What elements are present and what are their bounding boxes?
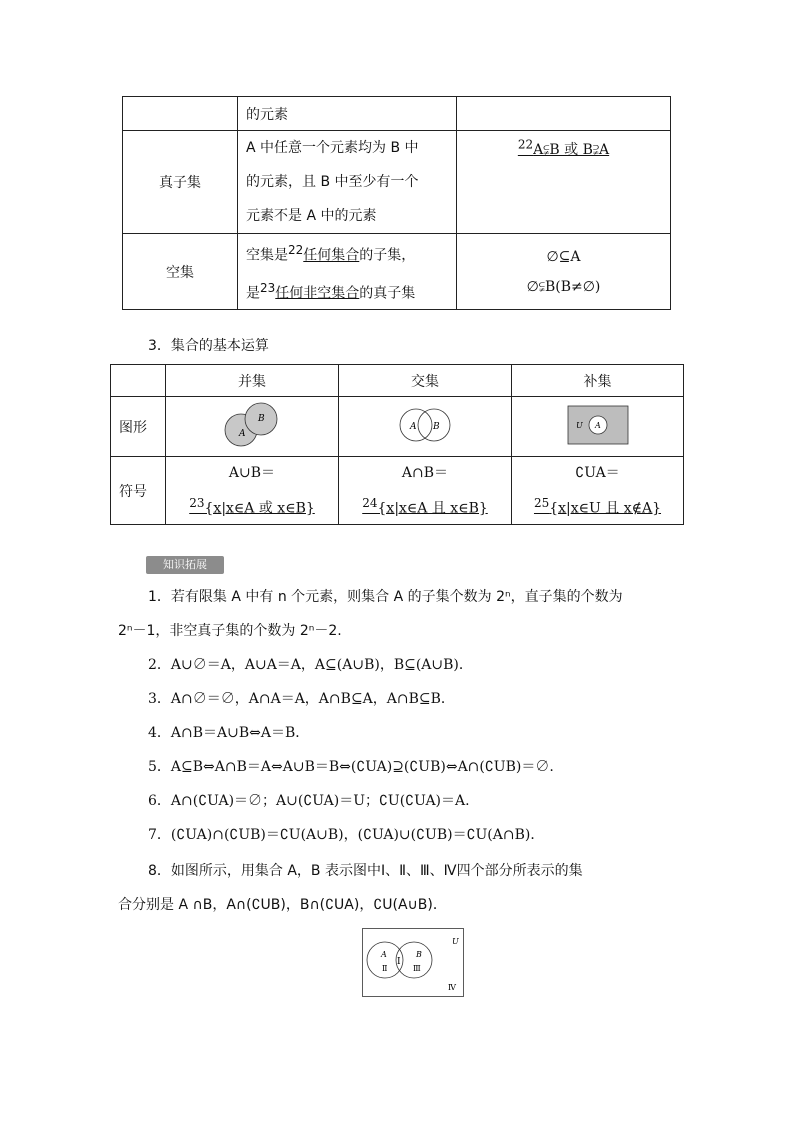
region-4-label: Ⅳ	[448, 983, 456, 992]
operations-table	[110, 364, 684, 525]
set-a-label: A	[594, 420, 601, 430]
union-expression: A∪B＝	[228, 464, 276, 481]
answer-text: 任何非空集合	[275, 285, 360, 302]
empty-proper-subset-symbol: ∅⫋B(B≠∅)	[526, 278, 601, 295]
definition-line: 元素不是 A 中的元素	[246, 208, 377, 224]
definition-cell	[238, 97, 457, 131]
complement-symbol-cell	[512, 457, 684, 525]
set-b-label: B	[416, 950, 422, 959]
text: 的子集，	[359, 247, 416, 264]
complement-venn-diagram	[567, 405, 629, 445]
text: 是	[246, 285, 260, 302]
empty-subset-symbol: ∅⊆A	[546, 248, 581, 265]
set-b-label: B	[433, 421, 440, 432]
universal-set-label: U	[452, 937, 459, 946]
header-label: 并集	[238, 373, 266, 390]
region-2-label: Ⅱ	[382, 964, 388, 973]
list-item: 4．A∩B＝A∪B⇔A＝B．	[148, 725, 310, 741]
name-cell	[123, 131, 238, 234]
region-1-label: Ⅰ	[397, 957, 401, 967]
set-a-label: A	[239, 428, 246, 439]
symbol-cell	[457, 131, 671, 234]
empty-set-label: 空集	[166, 264, 194, 281]
header-intersection	[339, 365, 512, 397]
list-item: 6．A∩(∁UA)＝∅；A∪(∁UA)＝U；∁U(∁UA)＝A.	[148, 793, 470, 809]
section-title: 3．集合的基本运算	[148, 338, 269, 354]
definition-text: 的元素	[246, 106, 288, 123]
complement-answer	[512, 488, 683, 524]
answer-text: 任何集合	[303, 247, 360, 264]
complement-venn-cell	[512, 397, 684, 457]
knowledge-extension-badge: 知识拓展	[146, 556, 224, 574]
text: 的真子集	[359, 285, 416, 302]
list-item: 2ⁿ－1，非空真子集的个数为 2ⁿ－2.	[118, 623, 342, 639]
set-builder: {x|x∈U 且 x∉A}	[549, 500, 662, 517]
answer-number: 25	[533, 495, 550, 510]
set-builder: {x|x∈A 或 x∈B}	[204, 500, 315, 517]
row-label-cell	[111, 457, 166, 525]
symbol-cell-empty	[457, 97, 671, 131]
definition-line: A 中任意一个元素均为 B 中	[246, 140, 419, 156]
list-item: 7．(∁UA)∩(∁UB)＝∁U(A∪B)，(∁UA)∪(∁UB)＝∁U(A∩B)．	[148, 827, 545, 843]
union-answer	[166, 488, 338, 524]
region-3-label: Ⅲ	[413, 964, 421, 973]
list-item: 8．如图所示，用集合 A，B 表示图中Ⅰ、Ⅱ、Ⅲ、Ⅳ四个部分所表示的集	[148, 863, 583, 879]
definition-cell	[238, 234, 457, 310]
union-venn-diagram	[217, 400, 287, 450]
answer-number: 23	[189, 495, 205, 510]
definition-line	[246, 234, 456, 272]
name-cell-empty	[123, 97, 238, 131]
set-builder: {x|x∈A 且 x∈B}	[377, 500, 488, 517]
text: 空集是	[246, 247, 288, 264]
header-union	[166, 365, 339, 397]
answer-number: 22	[517, 137, 534, 151]
row-label: 图形	[119, 419, 147, 436]
intersection-venn-diagram	[390, 403, 460, 447]
symbol-text: A⫋B 或 B⫌A	[533, 141, 610, 158]
answer-number: 24	[362, 495, 378, 510]
definition-cell	[238, 131, 457, 234]
complement-expression: ∁UA＝	[575, 464, 620, 481]
list-item: 1．若有限集 A 中有 n 个元素，则集合 A 的子集个数为 2ⁿ，直子集的个数为	[148, 589, 623, 605]
header-complement	[512, 365, 684, 397]
proper-subset-symbol	[517, 137, 610, 158]
header-label: 交集	[411, 373, 439, 390]
proper-subset-label: 真子集	[159, 175, 201, 191]
set-a-label: A	[381, 950, 387, 959]
set-a-label: A	[410, 421, 417, 432]
universal-set-label: U	[575, 420, 583, 430]
union-symbol-cell	[166, 457, 339, 525]
symbol-cell	[457, 234, 671, 310]
name-cell	[123, 234, 238, 310]
list-item: 合分别是 A ∩B，A∩(∁UB)，B∩(∁UA)，∁U(A∪B)．	[118, 897, 447, 913]
intersection-answer	[339, 488, 511, 524]
definition-line	[246, 272, 456, 310]
row-label: 符号	[119, 483, 147, 500]
answer-number: 23	[260, 280, 276, 295]
corner-cell	[111, 365, 166, 397]
set-b-label: B	[258, 413, 265, 424]
list-item: 2．A∪∅＝A，A∪A＝A，A⊆(A∪B)，B⊆(A∪B)．	[148, 657, 473, 673]
row-label-cell	[111, 397, 166, 457]
list-item: 5．A⊆B⇔A∩B＝A⇔A∪B＝B⇔(∁UA)⊇(∁UB)⇔A∩(∁UB)＝∅.	[148, 759, 554, 775]
regions-venn-figure	[362, 928, 464, 998]
intersection-venn-cell	[339, 397, 512, 457]
intersection-expression: A∩B＝	[401, 464, 449, 481]
header-label: 补集	[583, 373, 612, 390]
definition-line: 的元素，且 B 中至少有一个	[246, 174, 419, 190]
list-item: 3．A∩∅＝∅，A∩A＝A，A∩B⊆A，A∩B⊆B．	[148, 691, 455, 707]
subset-table	[122, 96, 671, 310]
answer-number: 22	[288, 243, 304, 257]
intersection-symbol-cell	[339, 457, 512, 525]
union-venn-cell	[166, 397, 339, 457]
